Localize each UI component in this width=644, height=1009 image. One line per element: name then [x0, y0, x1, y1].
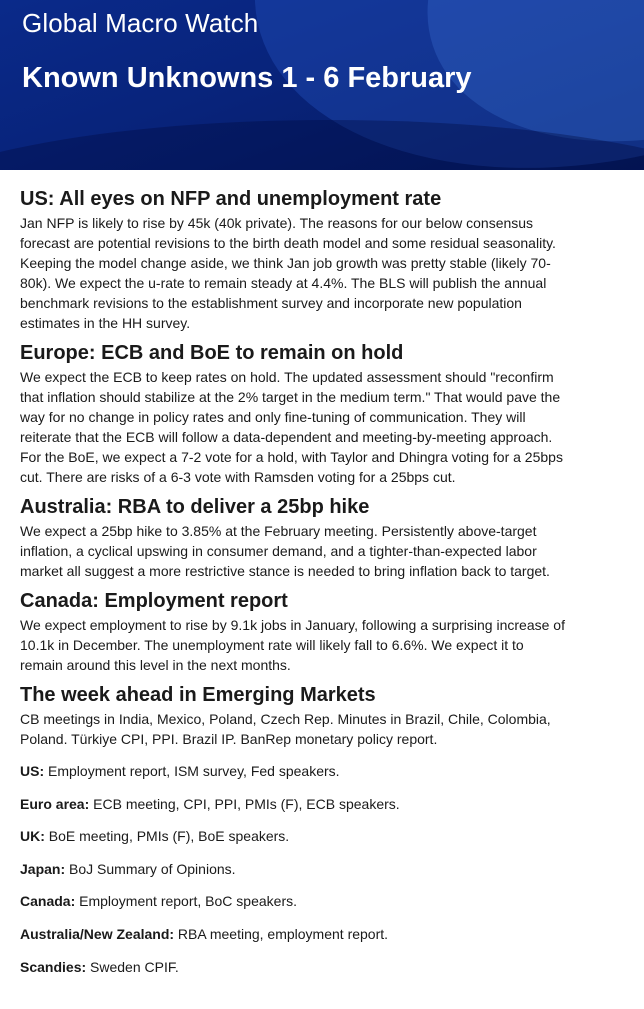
text-line: For the BoE, we expect a 7-2 vote for a hold, with Taylor and Dhingra voting for a 25bps — [20, 449, 563, 465]
text-line: forecast are potential revisions to the birth death model and some residual seasonality. — [20, 235, 556, 251]
section-emerging-markets — [20, 683, 624, 749]
section-heading: Australia: RBA to deliver a 25bp hike — [20, 496, 370, 518]
page-title: Known Unknowns 1 - 6 February — [22, 62, 472, 94]
section-heading: Europe: ECB and BoE to remain on hold — [20, 342, 404, 364]
calendar-region: Scandies: — [20, 958, 87, 975]
calendar-events: BoE meeting, PMIs (F), BoE speakers. — [44, 828, 290, 845]
section-heading: Canada: Employment report — [20, 590, 288, 612]
calendar-row — [20, 794, 624, 814]
week-ahead-calendar — [20, 761, 624, 977]
calendar-events: Sweden CPIF. — [86, 958, 179, 975]
text-line: We expect employment to rise by 9.1k jobs in January, following a surprising increase of — [20, 617, 565, 633]
text-line: We expect the ECB to keep rates on hold. The updated assessment should "reconfirm — [20, 369, 554, 385]
text-line: inflation, a cyclical upswing in consumer demand, and a tighter-than-expected labor — [20, 543, 537, 559]
section-text — [20, 367, 624, 487]
calendar-row — [20, 761, 624, 781]
calendar-region: Euro area: — [20, 795, 90, 812]
calendar-events: ECB meeting, CPI, PPI, PMIs (F), ECB speakers. — [89, 795, 400, 812]
calendar-row — [20, 924, 624, 944]
section-canada — [20, 589, 624, 675]
section-text — [20, 213, 624, 333]
document-body — [0, 170, 644, 977]
text-line: Jan NFP is likely to rise by 45k (40k private). The reasons for our below consensus — [20, 215, 534, 231]
text-line: 80k). We expect the u-rate to remain steady at 4.4%. The BLS will publish the annual — [20, 275, 547, 291]
publication-name: Global Macro Watch — [22, 8, 259, 38]
text-line: market all suggest a more restrictive stance is needed to bring inflation back to target. — [20, 563, 550, 579]
text-line: CB meetings in India, Mexico, Poland, Czech Rep. Minutes in Brazil, Chile, Colombia, — [20, 711, 551, 727]
calendar-row — [20, 957, 624, 977]
section-text — [20, 709, 624, 749]
text-line: cut. There are risks of a 6-3 vote with Ramsden voting for a 25bps cut. — [20, 469, 456, 485]
calendar-region: Australia/New Zealand: — [20, 925, 175, 942]
section-heading: US: All eyes on NFP and unemployment rate — [20, 188, 442, 210]
calendar-events: Employment report, BoC speakers. — [75, 893, 297, 910]
section-us — [20, 187, 624, 333]
text-line: way for no change in policy rates and only fine-tuning of communication. They will — [20, 409, 526, 425]
text-line: We expect a 25bp hike to 3.85% at the February meeting. Persistently above-target — [20, 523, 537, 539]
header-banner — [0, 0, 644, 170]
calendar-events: BoJ Summary of Opinions. — [65, 860, 236, 877]
text-line: reiterate that the ECB will follow a data-dependent and meeting-by-meeting approach. — [20, 429, 553, 445]
text-line: estimates in the HH survey. — [20, 315, 191, 331]
text-line: Keeping the model change aside, we think Jan job growth was pretty stable (likely 70- — [20, 255, 551, 271]
text-line: Poland. Türkiye CPI, PPI. Brazil IP. BanRep monetary policy report. — [20, 731, 438, 747]
text-line: benchmark revisions to the establishment survey and incorporate new population — [20, 295, 522, 311]
calendar-row — [20, 891, 624, 911]
calendar-events: RBA meeting, employment report. — [174, 925, 389, 942]
calendar-row — [20, 826, 624, 846]
section-heading: The week ahead in Emerging Markets — [20, 684, 376, 706]
section-text — [20, 615, 624, 675]
text-line: remain around this level in the next months. — [20, 657, 291, 673]
calendar-events: Employment report, ISM survey, Fed speakers. — [44, 763, 340, 779]
text-line: that inflation should stabilize at the 2% target in the medium term." That would pave the — [20, 389, 561, 405]
section-text — [20, 521, 624, 581]
calendar-region: Canada: — [20, 893, 76, 910]
calendar-region: US: — [20, 763, 45, 779]
text-line: 10.1k in December. The unemployment rate will likely fall to 6.6%. We expect it to — [20, 637, 524, 653]
calendar-row — [20, 859, 624, 879]
section-europe — [20, 341, 624, 487]
section-australia — [20, 495, 624, 581]
calendar-region: UK: — [20, 828, 45, 845]
calendar-region: Japan: — [20, 860, 66, 877]
